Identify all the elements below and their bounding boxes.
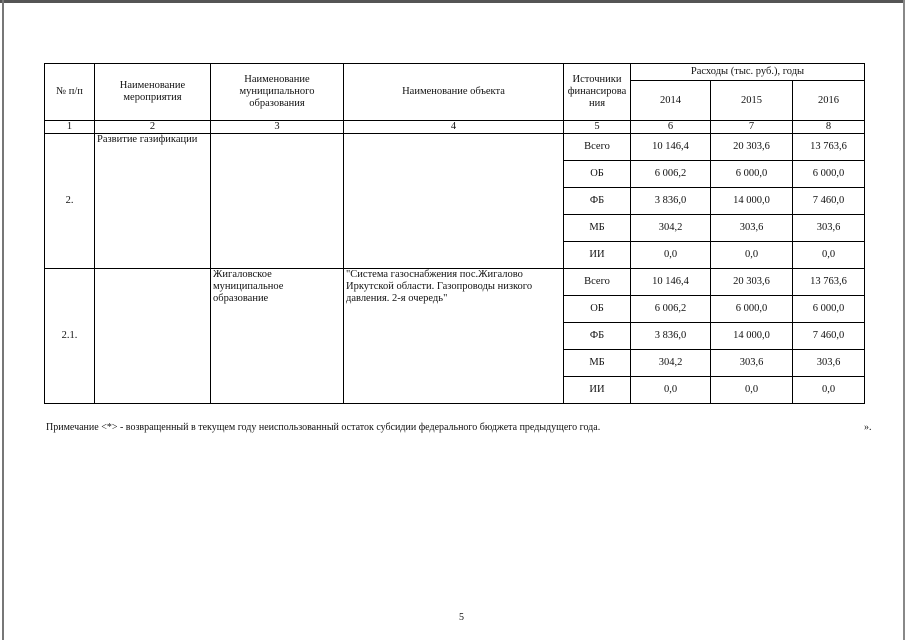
value-2015: 6 000,0 xyxy=(711,161,793,188)
header-source: Источники финансирова ния xyxy=(564,64,631,121)
col-number-8: 8 xyxy=(793,121,865,134)
value-2015: 303,6 xyxy=(711,350,793,377)
header-year-2016: 2016 xyxy=(793,81,865,121)
section-object xyxy=(344,134,564,269)
header-row-1 xyxy=(45,64,865,81)
scan-left-edge xyxy=(2,0,4,640)
value-2016: 0,0 xyxy=(793,242,865,269)
value-2015: 0,0 xyxy=(711,377,793,404)
source-cell: Всего xyxy=(564,269,631,296)
section-event xyxy=(95,269,211,404)
value-2014: 6 006,2 xyxy=(631,161,711,188)
table-row xyxy=(45,134,865,161)
expenses-table xyxy=(44,63,865,404)
value-2014: 6 006,2 xyxy=(631,296,711,323)
value-2015: 6 000,0 xyxy=(711,296,793,323)
page-number: 5 xyxy=(459,612,464,623)
value-2014: 304,2 xyxy=(631,215,711,242)
source-cell: ОБ xyxy=(564,296,631,323)
value-2014: 0,0 xyxy=(631,242,711,269)
source-cell: Всего xyxy=(564,134,631,161)
source-cell: МБ xyxy=(564,215,631,242)
value-2016: 13 763,6 xyxy=(793,134,865,161)
value-2015: 20 303,6 xyxy=(711,134,793,161)
col-number-6: 6 xyxy=(631,121,711,134)
section-object: "Система газоснабжения пос.Жигалово Иркутской области. Газопроводы низкого давления. 2-я очередь" xyxy=(344,269,564,404)
value-2014: 0,0 xyxy=(631,377,711,404)
value-2015: 0,0 xyxy=(711,242,793,269)
col-number-3: 3 xyxy=(211,121,344,134)
scan-top-edge xyxy=(0,0,905,3)
header-municipality: Наименование муниципального образования xyxy=(211,64,344,121)
section-municipality: Жигаловское муниципальное образование xyxy=(211,269,344,404)
column-numbers-row xyxy=(45,121,865,134)
value-2016: 0,0 xyxy=(793,377,865,404)
section-number: 2. xyxy=(45,134,95,269)
col-number-5: 5 xyxy=(564,121,631,134)
value-2016: 7 460,0 xyxy=(793,323,865,350)
col-number-2: 2 xyxy=(95,121,211,134)
value-2014: 3 836,0 xyxy=(631,323,711,350)
header-object: Наименование объекта xyxy=(344,64,564,121)
col-number-4: 4 xyxy=(344,121,564,134)
table-row xyxy=(45,269,865,296)
header-expenses: Расходы (тыс. руб.), годы xyxy=(631,64,865,81)
value-2016: 303,6 xyxy=(793,350,865,377)
source-cell: ИИ xyxy=(564,242,631,269)
value-2016: 7 460,0 xyxy=(793,188,865,215)
value-2015: 14 000,0 xyxy=(711,188,793,215)
table-note: Примечание <*> - возвращенный в текущем году неиспользованный остаток субсидии федерального бюджета предыдущего года. xyxy=(46,422,601,433)
value-2014: 304,2 xyxy=(631,350,711,377)
section-event: Развитие газификации xyxy=(95,134,211,269)
header-year-2014: 2014 xyxy=(631,81,711,121)
header-year-2015: 2015 xyxy=(711,81,793,121)
value-2016: 6 000,0 xyxy=(793,161,865,188)
source-cell: ФБ xyxy=(564,188,631,215)
section-number: 2.1. xyxy=(45,269,95,404)
col-number-7: 7 xyxy=(711,121,793,134)
value-2014: 3 836,0 xyxy=(631,188,711,215)
col-number-1: 1 xyxy=(45,121,95,134)
value-2015: 14 000,0 xyxy=(711,323,793,350)
header-event: Наименование мероприятия xyxy=(95,64,211,121)
source-cell: ИИ xyxy=(564,377,631,404)
value-2015: 303,6 xyxy=(711,215,793,242)
source-cell: МБ xyxy=(564,350,631,377)
closing-quote-mark: ». xyxy=(864,422,872,433)
value-2016: 303,6 xyxy=(793,215,865,242)
value-2014: 10 146,4 xyxy=(631,269,711,296)
value-2014: 10 146,4 xyxy=(631,134,711,161)
value-2015: 20 303,6 xyxy=(711,269,793,296)
value-2016: 6 000,0 xyxy=(793,296,865,323)
header-no: № п/п xyxy=(45,64,95,121)
value-2016: 13 763,6 xyxy=(793,269,865,296)
source-cell: ОБ xyxy=(564,161,631,188)
section-municipality xyxy=(211,134,344,269)
source-cell: ФБ xyxy=(564,323,631,350)
